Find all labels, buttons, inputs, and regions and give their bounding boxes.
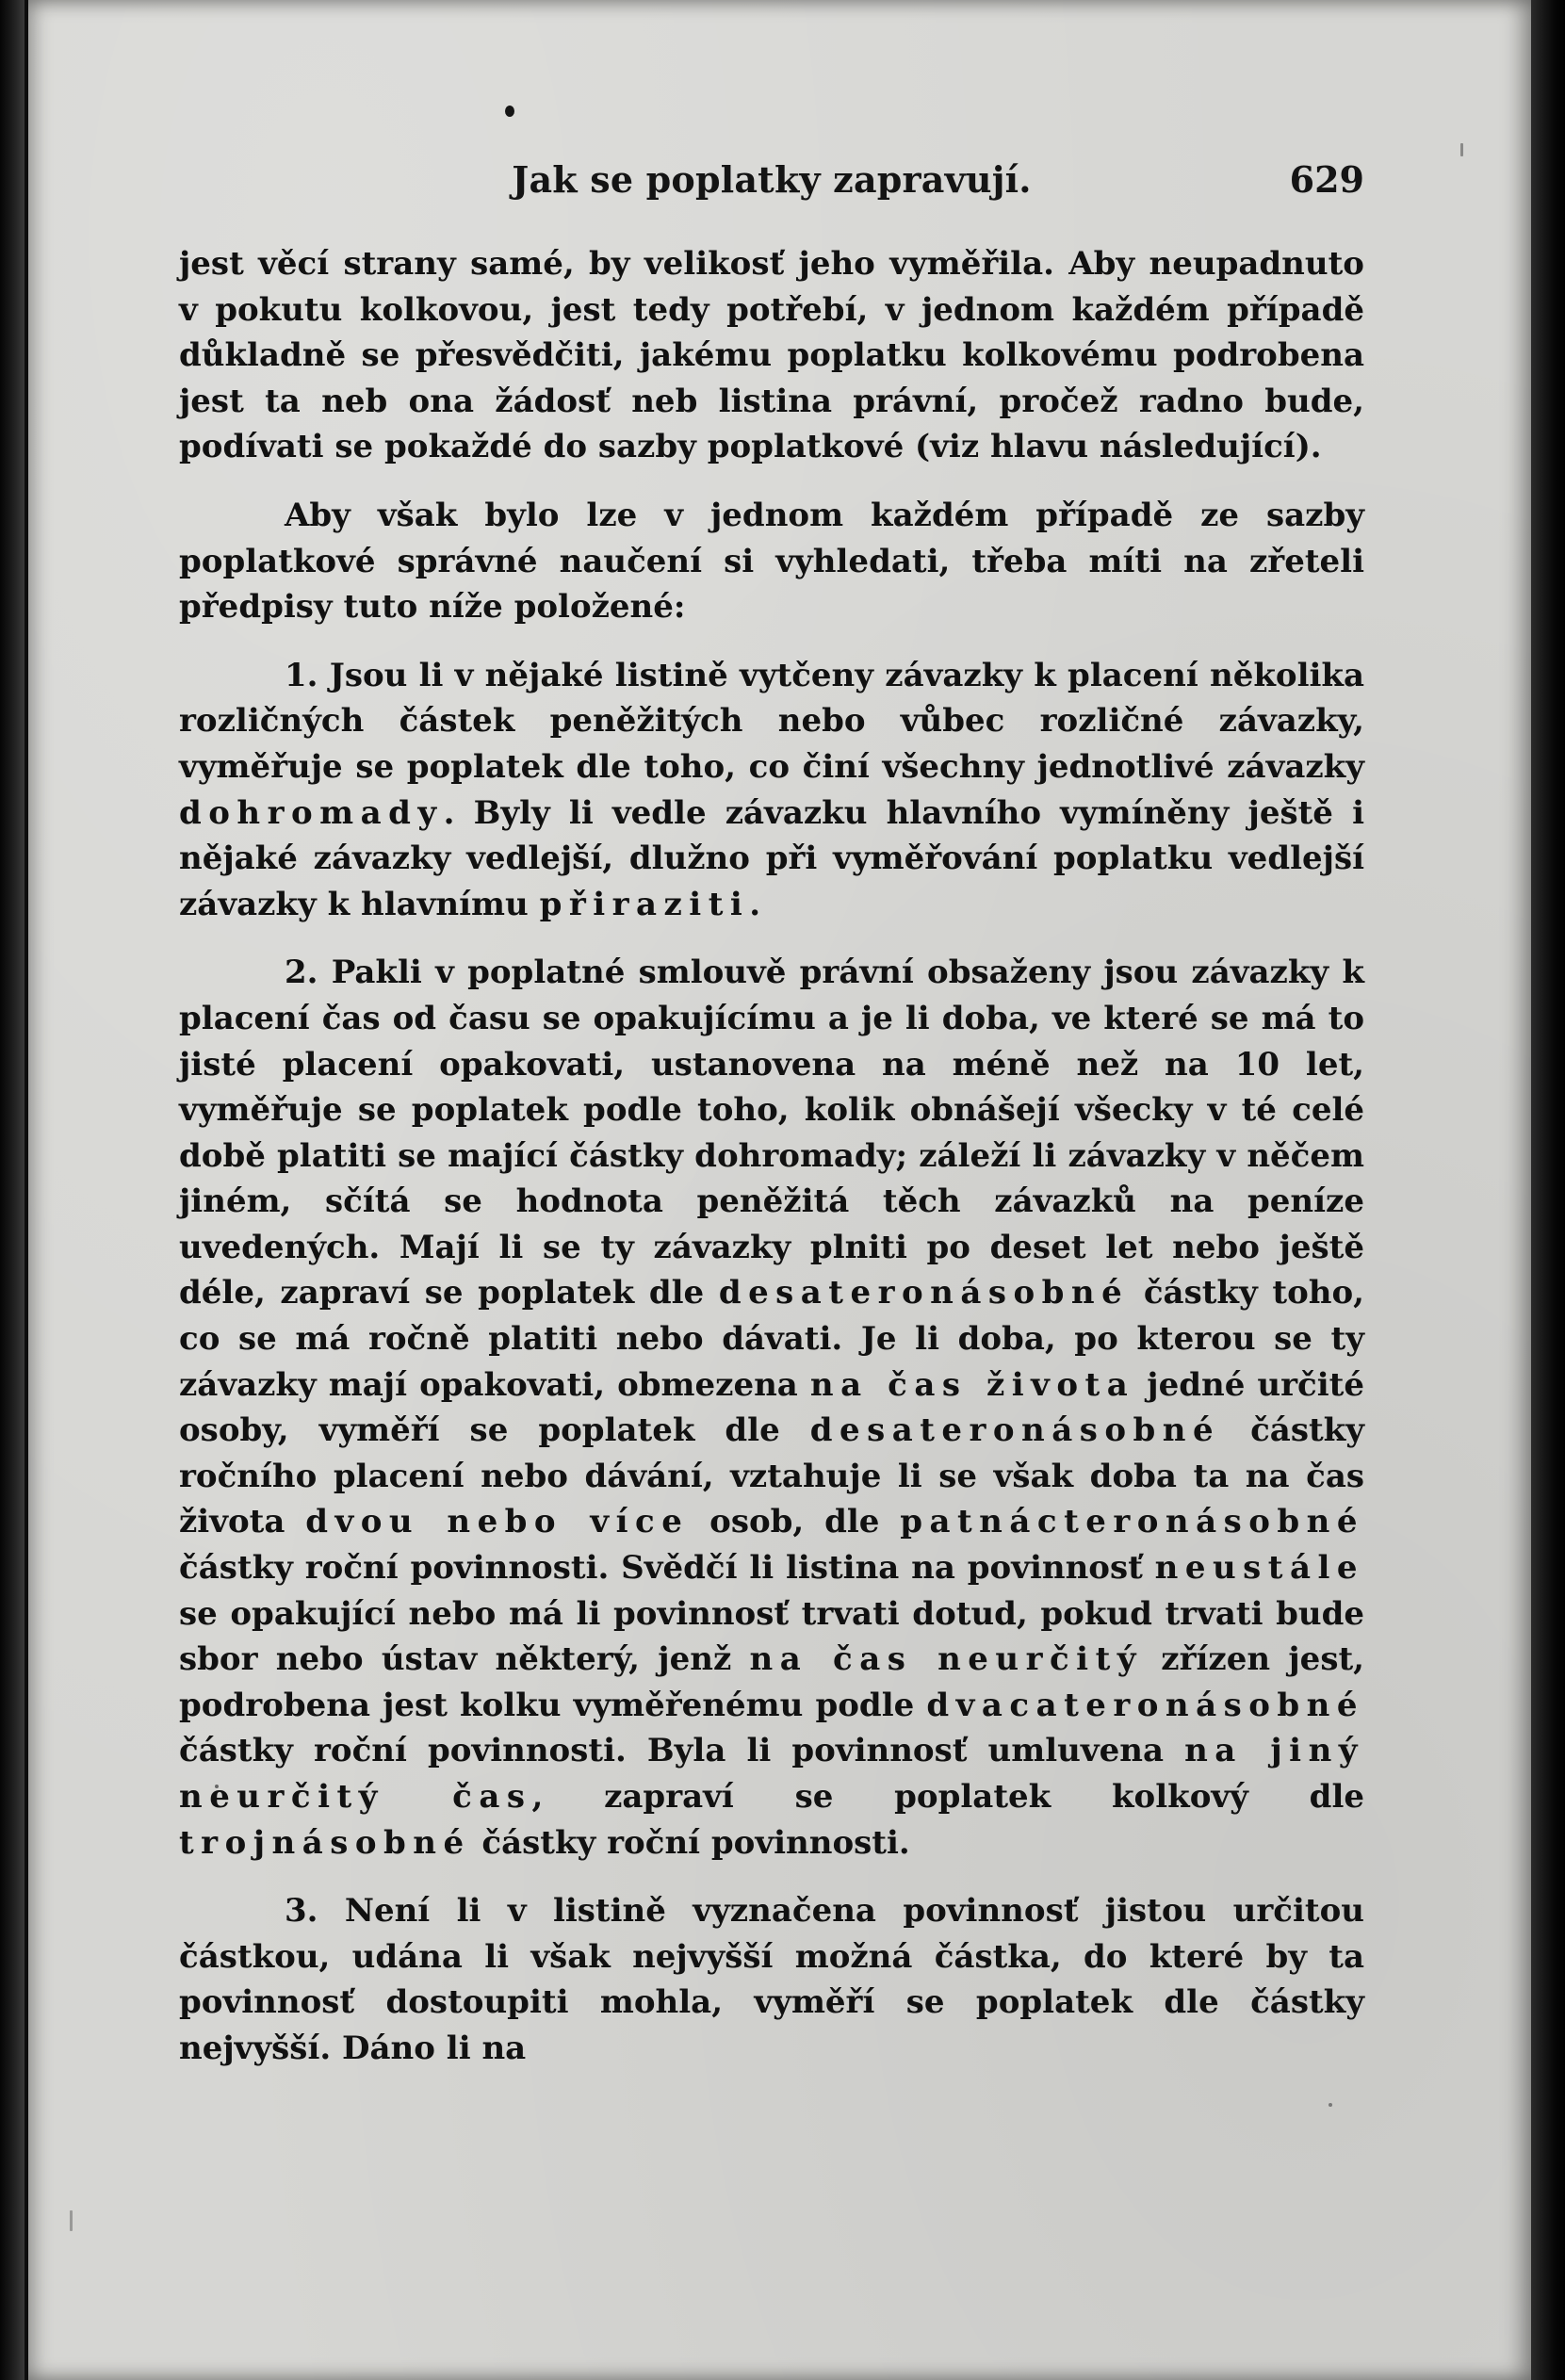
text-run: částky roční povinnosti. — [470, 1823, 910, 1862]
paragraph-rule-2 — [179, 950, 1364, 1866]
text-run: osob, dle — [689, 1503, 901, 1541]
ink-speck — [505, 106, 514, 117]
text-run: jest věcí strany samé, by velikosť jeho vyměřila. Aby neupadnuto v pokutu kolkovou, jest tedy potřebí, v jednom každém případě důkladně se přesvědčiti, jakému poplatku kolkovému podrobena jest ta neb ona žádosť neb listina právní, pročež radno bude, podívati se pokaždé do sazby poplatkové (viz hlavu následující). — [179, 245, 1364, 466]
text-run: . Byly li vedle závazku hlavního vymíněny ještě i nějaké závazky vedlejší, dlužno při vyměřování poplatku vedlejší závazky k hlavnímu — [179, 793, 1364, 923]
page-number: 629 — [1289, 158, 1364, 201]
emphasized-term: dvou nebo více — [305, 1503, 690, 1541]
text-run: částky ročního placení nebo dávání, vztahuje li se však doba ta na čas života — [179, 1411, 1364, 1541]
paragraph-rule-3 — [179, 1888, 1364, 2071]
ink-speck — [1329, 2103, 1332, 2107]
paragraph-continuation — [179, 241, 1364, 470]
text-run: se opakující nebo má li povinnosť trvati dotud, pokud trvati bude sbor nebo ústav některý, jenž — [179, 1594, 1364, 1679]
emphasized-term: desateronásobné — [809, 1411, 1221, 1450]
text-run: 2. Pakli v poplatné smlouvě právní obsaženy jsou závazky k placení čas od času se opakujícímu a je li doba, ve které se má to jisté placení opakovati, ustanovena na méně než na 10 let, vyměřuje se poplatek podle toho, kolik obnášejí všecky v té celé době platiti se mající částky dohromady; záleží li závazky v něčem jiném, sčítá se hodnota peněžitá těch závazků na peníze uvedených. Mají li se ty závazky plniti po deset let nebo ještě déle, zapraví se poplatek dle — [179, 954, 1364, 1312]
scan-mark — [70, 2210, 73, 2231]
text-run: částky roční povinnosti. Svědčí li listina na povinnosť — [179, 1549, 1155, 1588]
paragraph-gap — [179, 470, 1364, 493]
text-run: Aby však bylo lze v jednom každém případě ze sazby poplatkové správné naučení si vyhledati, třeba míti na zřeteli předpisy tuto níže položené: — [179, 496, 1364, 627]
paragraph-gap — [179, 630, 1364, 653]
emphasized-term: trojnásobné — [179, 1823, 471, 1862]
text-run: zřízen jest, podrobena jest kolku vyměřenému podle — [179, 1640, 1364, 1724]
emphasized-term: přiraziti — [539, 885, 750, 923]
scan-mark — [1460, 143, 1463, 156]
emphasized-term: dohromady — [179, 793, 444, 832]
body-text — [179, 241, 1364, 2072]
text-run: jedné určité osoby, vyměří se poplatek dle — [179, 1365, 1364, 1450]
text-run: 3. Není li v listině vyznačena povinnosť jistou určitou částkou, udána li však nejvyšší možná částka, do které by ta povinnosť dostoupiti mohla, vyměří se poplatek dle částky nejvyšší. Dáno li na — [179, 1892, 1364, 2067]
text-run: . — [749, 885, 761, 923]
scan-right-edge — [1531, 0, 1565, 2380]
emphasized-term: neustále — [1154, 1549, 1364, 1588]
running-head: Jak se poplatky zapravují. — [512, 158, 1032, 201]
emphasized-term: na čas neurčitý — [749, 1640, 1144, 1679]
emphasized-term: dvacateronásobné — [926, 1686, 1364, 1724]
paragraph-intro — [179, 493, 1364, 630]
page-header — [179, 158, 1364, 215]
paragraph-gap — [179, 1866, 1364, 1888]
paragraph-rule-1 — [179, 653, 1364, 928]
text-run: částky toho, co se má ročně platiti nebo dávati. Je li doba, po kterou se ty závazky mají opakovati, obmezena — [179, 1274, 1364, 1404]
text-run: 1. Jsou li v nějaké listině vytčeny závazky k placení několika rozličných částek peněžitých nebo vůbec rozličné závazky, vyměřuje se poplatek dle toho, co činí všechny jednotlivé závazky — [179, 656, 1364, 786]
text-run: částky roční povinnosti. Byla li povinnosť umluvena — [179, 1732, 1185, 1770]
emphasized-term: patnácteronásobné — [900, 1503, 1364, 1541]
emphasized-term: desateronásobné — [718, 1274, 1130, 1312]
paragraph-gap — [179, 927, 1364, 950]
text-run: , zapraví se poplatek kolkový dle — [531, 1778, 1364, 1816]
emphasized-term: na jiný neurčitý čas — [179, 1732, 1364, 1816]
book-page — [28, 0, 1531, 2380]
scan-left-edge — [0, 0, 24, 2380]
emphasized-term: na čas života — [809, 1365, 1135, 1404]
